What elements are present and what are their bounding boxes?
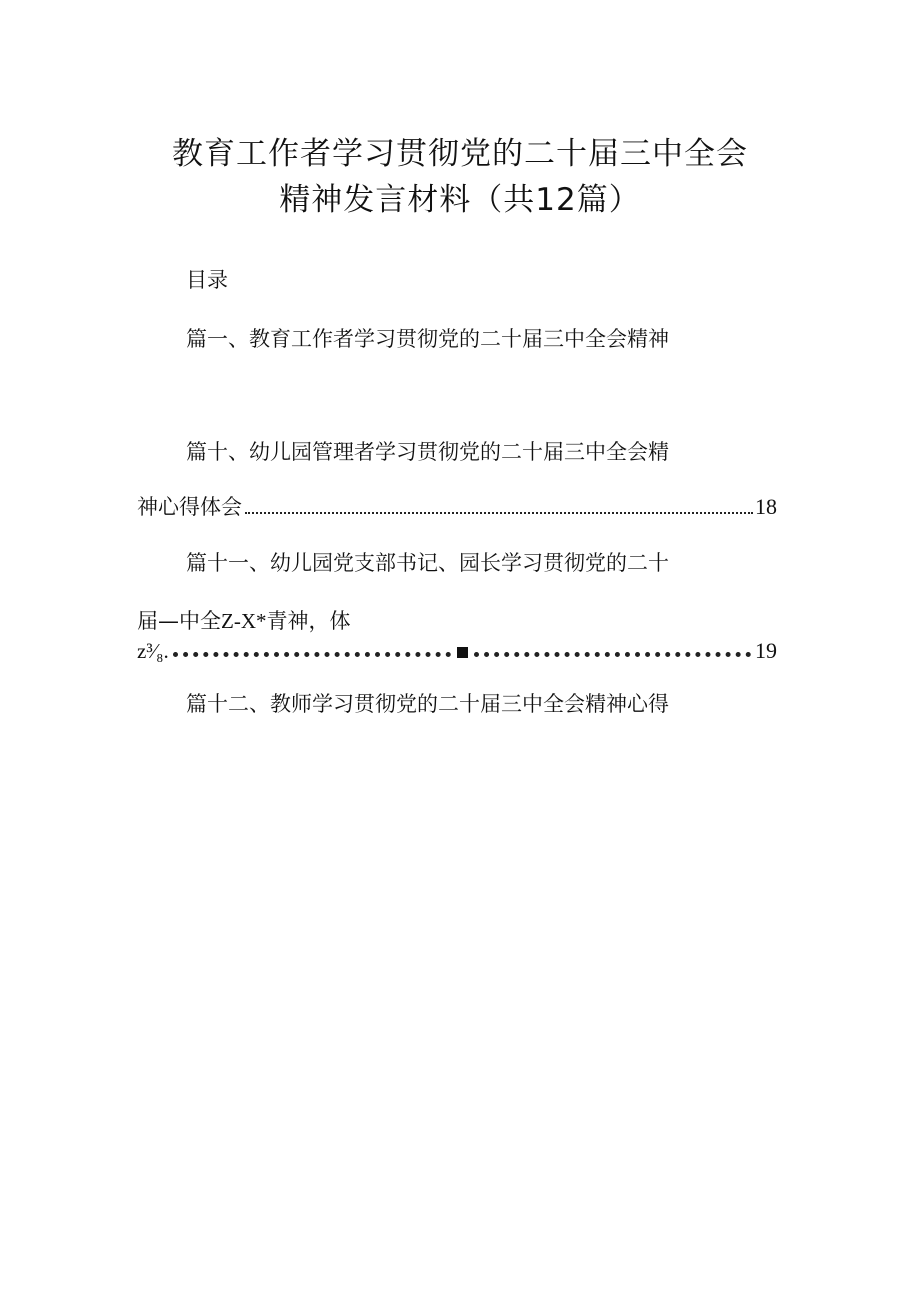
toc-entry-11-prefix: 届—中全 — [137, 609, 221, 633]
document-title-line-2: 精神发言材料（共12篇） — [279, 182, 641, 218]
toc-entry-1[interactable]: 篇一、教育工作者学习贯彻党的二十届三中全会精神 — [186, 327, 669, 351]
toc-entry-11-garbled: Z-X* — [221, 609, 267, 633]
dot-leader — [245, 511, 753, 514]
toc-entry-10-text: 神心得体会 — [137, 495, 242, 519]
toc-entry-11-page: 19 — [755, 638, 777, 663]
toc-heading: 目录 — [186, 268, 228, 292]
toc-entry-11-line-2[interactable] — [137, 606, 351, 636]
toc-entry-10-line-1[interactable]: 篇十、幼儿园管理者学习贯彻党的二十届三中全会精 — [186, 440, 669, 464]
toc-entry-12[interactable]: 篇十二、教师学习贯彻党的二十届三中全会精神心得 — [186, 692, 669, 716]
document-title-line-1: 教育工作者学习贯彻党的二十届三中全会 — [172, 136, 748, 172]
dot-leader — [173, 651, 451, 657]
toc-entry-11-line-1[interactable]: 篇十一、幼儿园党支部书记、园长学习贯彻党的二十 — [186, 551, 669, 575]
toc-entry-10-line-2[interactable] — [137, 492, 777, 522]
toc-entry-11-suffix: 青神，体 — [266, 609, 351, 633]
toc-entry-10-page: 18 — [755, 494, 777, 519]
toc-entry-11-line-3-prefix: z³⁄₈. — [137, 639, 169, 663]
toc-entry-11-line-3[interactable] — [137, 636, 777, 666]
square-marker-icon — [457, 647, 468, 658]
dot-leader — [474, 651, 751, 657]
